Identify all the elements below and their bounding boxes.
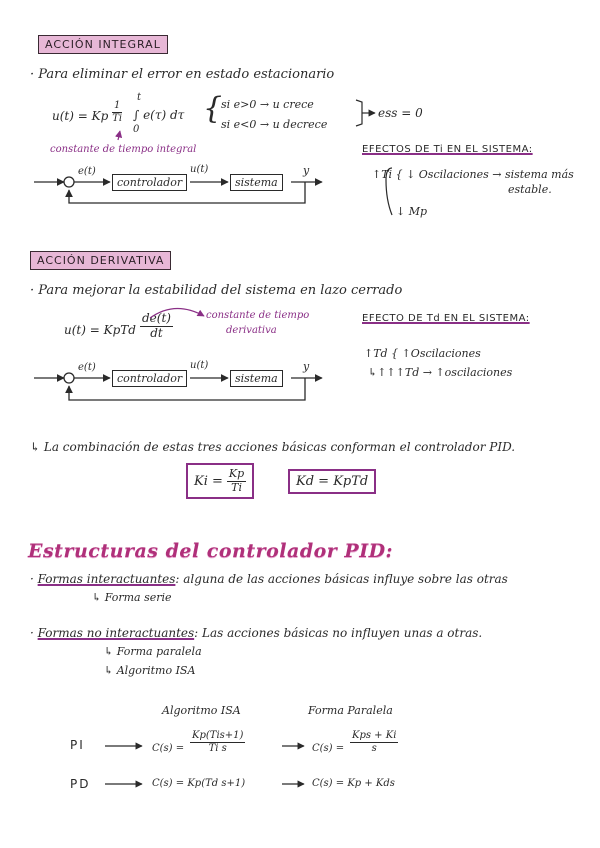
diagram1-loop [34, 177, 322, 203]
integral-cond1: si e>0 → u crece [221, 98, 314, 111]
col-isa-header: Algoritmo ISA [162, 704, 241, 717]
integral-cond2: si e<0 → u decrece [221, 118, 328, 131]
diagram2-u-label: u(t) [190, 360, 209, 371]
integral-formula-lhs: u(t) = Kp [52, 109, 109, 123]
integral-lower-limit: 0 [133, 124, 140, 135]
derivative-intro: · Para mejorar la estabilidad del sistema en lazo cerrado [30, 283, 403, 298]
derivative-effect1: ↑Td { ↑Oscilaciones [364, 347, 481, 360]
noninteracting-text: : Las acciones básicas no influyen unas a otras. [194, 626, 483, 640]
integral-heading: ACCIÓN INTEGRAL [38, 35, 168, 54]
pi-isa-den: Ti s [208, 742, 227, 754]
diagram2-y-label: y [303, 360, 310, 373]
diagram2-controller-block: controlador [112, 370, 187, 387]
pi-isa-lhs: C(s) = [152, 743, 185, 754]
integral-fraction-num: 1 [114, 100, 121, 111]
col-parallel-header: Forma Paralela [308, 704, 393, 717]
diagram1-system-block: sistema [230, 174, 283, 191]
integral-fraction-den: Ti [112, 112, 123, 124]
noninteracting-sub1: ↳ Forma paralela [104, 645, 202, 658]
ki-lhs: Ki = [194, 473, 223, 489]
diagram1-y-label: y [303, 164, 310, 177]
pi-isa-num: Kp(Tis+1) [192, 730, 244, 741]
pd-par: C(s) = Kp + Kds [312, 778, 395, 789]
structures-title: Estructuras del controlador PID: [28, 540, 394, 562]
derivative-effect2: ↳↑↑↑Td → ↑oscilaciones [368, 366, 513, 379]
diagram2-system-block: sistema [230, 370, 283, 387]
derivative-effects-title: EFECTO DE Td EN EL SISTEMA: [362, 313, 530, 324]
noninteracting-sub2: ↳ Algoritmo ISA [104, 664, 196, 677]
noninteracting-label: Formas no interactuantes [37, 626, 195, 640]
pid-combination: ↳ La combinación de estas tres acciones básicas conforman el controlador PID. [30, 440, 516, 454]
ki-den: Ti [231, 480, 242, 494]
pi-label: PI [70, 738, 85, 752]
ki-num: Kp [228, 467, 245, 480]
kd-formula: Kd = KpTd [296, 474, 369, 489]
interacting-label: Formas interactuantes [37, 572, 176, 586]
pd-isa: C(s) = Kp(Td s+1) [152, 778, 246, 789]
integral-formula-integral: ∫ e(τ) dτ [133, 108, 185, 122]
integral-intro: · Para eliminar el error en estado estacionario [30, 67, 335, 82]
integral-constant-label: constante de tiempo integral [50, 144, 197, 155]
interacting-text: : alguna de las acciones básicas influye sobre las otras [175, 572, 508, 586]
derivative-fraction-den: dt [150, 325, 163, 340]
ess-bracket [356, 100, 362, 126]
integral-brace: { [203, 91, 223, 126]
noninteracting-line: · Formas no interactuantes: Las acciones básicas no influyen unas a otras. [30, 626, 483, 640]
pi-par-den: s [371, 742, 377, 754]
td-pointer-arrow [150, 308, 204, 318]
integral-effect1b: estable. [508, 183, 552, 196]
diagram2-loop [34, 373, 322, 400]
effects-brace-ti [386, 168, 392, 215]
interacting-sub: ↳ Forma serie [92, 591, 172, 604]
pi-par-lhs: C(s) = [312, 743, 345, 754]
pi-par-num: Kps + Ki [352, 730, 397, 741]
interacting-line: · Formas interactuantes: alguna de las acciones básicas influye sobre las otras [30, 572, 508, 586]
diagram1-error-label: e(t) [78, 166, 96, 177]
integral-effect2: ↓ Mp [396, 205, 428, 218]
ti-pointer-arrow [118, 131, 120, 140]
diagram1-u-label: u(t) [190, 164, 209, 175]
derivative-heading: ACCIÓN DERIVATIVA [30, 251, 171, 270]
integral-effects-title: EFECTOS DE Ti EN EL SISTEMA: [362, 144, 533, 155]
integral-upper-limit: t [137, 92, 142, 103]
integral-ess: ess = 0 [378, 106, 423, 120]
derivative-formula-lhs: u(t) = KpTd [64, 323, 136, 337]
diagram1-controller-block: controlador [112, 174, 187, 191]
derivative-constant-label2: derivativa [226, 325, 277, 336]
derivative-constant-label1: constante de tiempo [206, 310, 310, 321]
integral-effect1: ↑Ti { ↓ Oscilaciones → sistema más [372, 168, 574, 181]
derivative-fraction-num: de(t) [142, 311, 171, 325]
pd-label: PD [70, 777, 91, 791]
diagram2-error-label: e(t) [78, 362, 96, 373]
